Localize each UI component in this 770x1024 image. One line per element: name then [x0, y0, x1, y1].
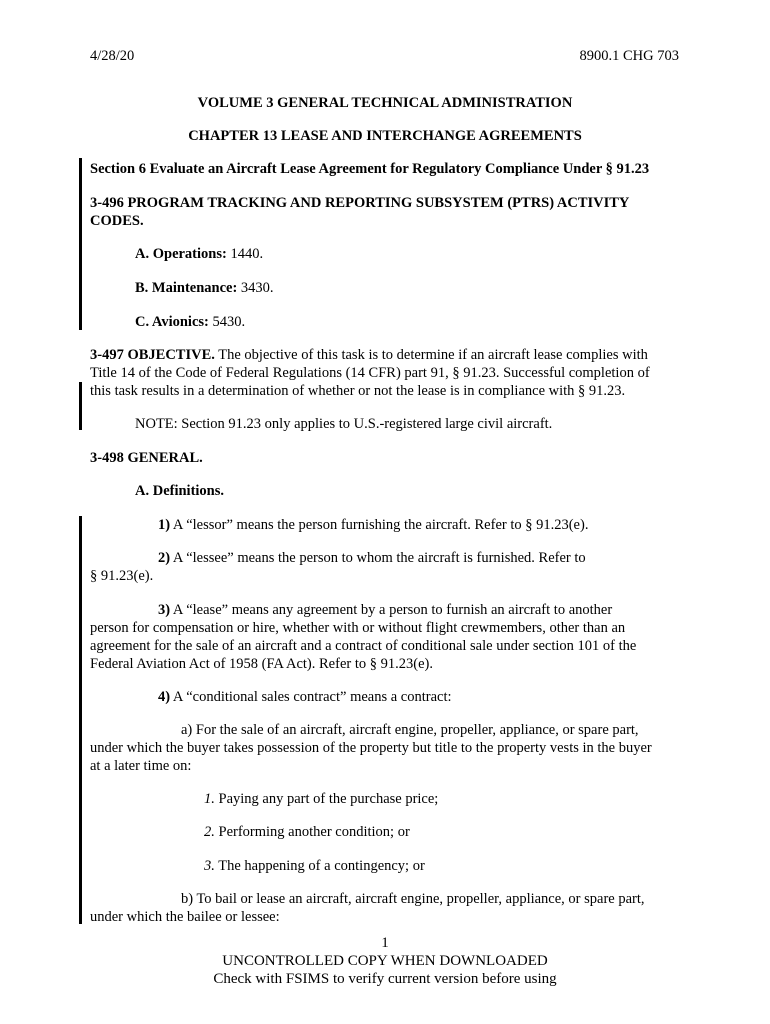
heading-3-496-cont: CODES. [90, 213, 144, 229]
paragraph-line: under which the bailee or lessee: [90, 909, 280, 925]
definition-1: 1) A “lessor” means the person furnishing the aircraft. Refer to § 91.23(e). [158, 517, 589, 533]
definition-3: 3) A “lease” means any agreement by a person to furnish an aircraft to another [158, 602, 613, 618]
paragraph-line: this task results in a determination of whether or not the lease is in compliance with § 91.23. [90, 383, 626, 399]
section-title: Section 6 Evaluate an Aircraft Lease Agreement for Regulatory Compliance Under § 91.23 [90, 161, 650, 177]
note: NOTE: Section 91.23 only applies to U.S.-registered large civil aircraft. [135, 416, 553, 432]
footer-warning: UNCONTROLLED COPY WHEN DOWNLOADED [222, 953, 548, 969]
subheading-definitions: A. Definitions. [135, 483, 225, 499]
change-bar [79, 516, 82, 924]
definition-4: 4) A “conditional sales contract” means a contract: [158, 689, 452, 705]
footer-note: Check with FSIMS to verify current version before using [213, 971, 557, 987]
page-number: 1 [381, 935, 389, 951]
list-item: C. Avionics: 5430. [135, 314, 246, 330]
paragraph-line: person for compensation or hire, whether with or without flight crewmembers, other than an [90, 620, 626, 636]
change-bar [79, 158, 82, 330]
paragraph-line: Federal Aviation Act of 1958 (FA Act). Refer to § 91.23(e). [90, 656, 433, 672]
heading-3-496: 3-496 PROGRAM TRACKING AND REPORTING SUBSYSTEM (PTRS) ACTIVITY [90, 195, 630, 211]
volume-title: VOLUME 3 GENERAL TECHNICAL ADMINISTRATION [197, 95, 573, 111]
paragraph-line: Title 14 of the Code of Federal Regulations (14 CFR) part 91, § 91.23. Successful completion of [90, 365, 650, 381]
subitem-b: b) To bail or lease an aircraft, aircraft engine, propeller, appliance, or spare part, [181, 891, 645, 907]
paragraph-line: agreement for the sale of an aircraft and a contract of conditional sale under section 101 of the [90, 638, 637, 654]
change-bar [79, 382, 82, 430]
header-doc-id: 8900.1 CHG 703 [579, 48, 679, 64]
paragraph-line: under which the buyer takes possession of the property but title to the property vests in the buyer [90, 740, 652, 756]
list-item: B. Maintenance: 3430. [135, 280, 274, 296]
heading-3-498: 3-498 GENERAL. [90, 450, 203, 466]
header-date: 4/28/20 [90, 48, 135, 64]
list-item: 1. Paying any part of the purchase price; [204, 791, 439, 807]
chapter-title: CHAPTER 13 LEASE AND INTERCHANGE AGREEMENTS [188, 128, 582, 144]
list-item: A. Operations: 1440. [135, 246, 264, 262]
subitem-a: a) For the sale of an aircraft, aircraft engine, propeller, appliance, or spare part, [181, 722, 639, 738]
list-item: 2. Performing another condition; or [204, 824, 410, 840]
definition-2: 2) A “lessee” means the person to whom the aircraft is furnished. Refer to [158, 550, 586, 566]
paragraph-line: at a later time on: [90, 758, 192, 774]
list-item: 3. The happening of a contingency; or [204, 858, 425, 874]
paragraph-3-497: 3-497 OBJECTIVE. The objective of this task is to determine if an aircraft lease complies with [90, 347, 648, 363]
paragraph-line: § 91.23(e). [90, 568, 154, 584]
